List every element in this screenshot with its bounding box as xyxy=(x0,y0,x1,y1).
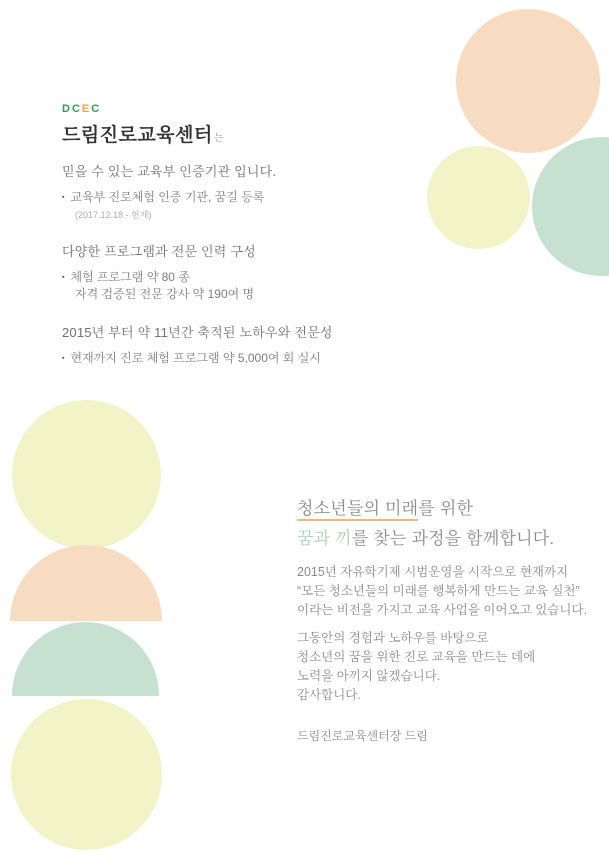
headline-line-2 xyxy=(297,524,602,554)
decoration-circle-yellow-top-right xyxy=(427,146,530,249)
headline-highlight-text: 꿈과 끼 xyxy=(297,529,352,548)
logo-letter-1: D xyxy=(62,103,72,115)
bullet-square-icon: ▪ xyxy=(62,274,65,281)
decoration-circle-mint-right-edge xyxy=(532,137,609,276)
bullet-item xyxy=(62,350,372,367)
decoration-semicircle-peach-left xyxy=(10,545,162,621)
paragraph-line: “모든 청소년들의 미래를 행복하게 만드는 교육 실천” xyxy=(297,584,580,598)
paragraph-line: 그동안의 경험과 노하우를 바탕으로 xyxy=(297,631,489,645)
certification-date-note: (2017.12.18 - 현재) xyxy=(75,210,152,220)
decoration-circle-yellow-left xyxy=(12,400,161,549)
message-headline xyxy=(297,494,602,554)
paragraph-line: 청소년의 꿈을 위한 진로 교육을 만드는 데에 xyxy=(297,650,536,664)
bullet-text: 교육부 진로체험 인증 기관, 꿈길 등록 xyxy=(70,190,265,204)
bullet-text: 현재까지 진로 체험 프로그램 약 5,000여 회 실시 xyxy=(70,351,321,365)
paragraph-line: 감사합니다. xyxy=(297,688,361,702)
brand-header xyxy=(62,103,224,147)
section-heading: 믿을 수 있는 교육부 인증기관 입니다. xyxy=(62,164,277,179)
logo-letter-3: E xyxy=(81,103,92,115)
decoration-semicircle-mint-left xyxy=(12,622,159,696)
paragraph-line: 이라는 비전을 가지고 교육 사업을 이어오고 있습니다. xyxy=(297,603,587,617)
headline-line2-rest: 를 찾는 과정을 함께합니다. xyxy=(351,529,555,548)
bullet-item xyxy=(62,269,372,286)
greeting-message xyxy=(297,494,602,744)
logo-letter-4: C xyxy=(91,103,102,115)
bullet-text: 체험 프로그램 약 80 종 xyxy=(70,270,190,284)
headline-line1-rest: 를 위한 xyxy=(418,499,474,518)
section-heading: 다양한 프로그램과 전문 인력 구성 xyxy=(62,244,256,259)
brand-title-row xyxy=(62,120,224,147)
signature-line: 드림진로교육센터장 드림 xyxy=(297,729,428,743)
section-experience xyxy=(62,322,372,367)
decoration-circle-peach-top-right xyxy=(456,9,600,153)
brand-logo xyxy=(62,103,224,116)
brand-title: 드림진로교육센터 xyxy=(62,125,213,146)
message-paragraph-2 xyxy=(297,629,602,705)
bullet-text-continued: 자격 검증된 전문 강사 약 190여 명 xyxy=(75,287,255,301)
brand-title-suffix: 는 xyxy=(213,133,224,144)
paragraph-line: 노력을 아끼지 않겠습니다. xyxy=(297,669,441,683)
bullet-square-icon: ▪ xyxy=(62,194,65,201)
logo-letter-2: C xyxy=(71,103,82,115)
bullet-square-icon: ▪ xyxy=(62,355,65,362)
message-paragraph-1 xyxy=(297,563,602,620)
headline-underlined-text: 청소년들의 미래 xyxy=(297,499,418,521)
section-certification xyxy=(62,161,372,221)
paragraph-line: 2015년 자유학기제 시범운영을 시작으로 현재까지 xyxy=(297,565,569,579)
decoration-circle-yellow-bottom-left xyxy=(11,699,162,850)
headline-line-1 xyxy=(297,494,602,524)
bullet-item xyxy=(62,189,372,206)
section-heading: 2015년 부터 약 11년간 축적된 노하우와 전문성 xyxy=(62,325,333,340)
section-programs xyxy=(62,241,372,302)
credentials-sections xyxy=(62,161,372,387)
